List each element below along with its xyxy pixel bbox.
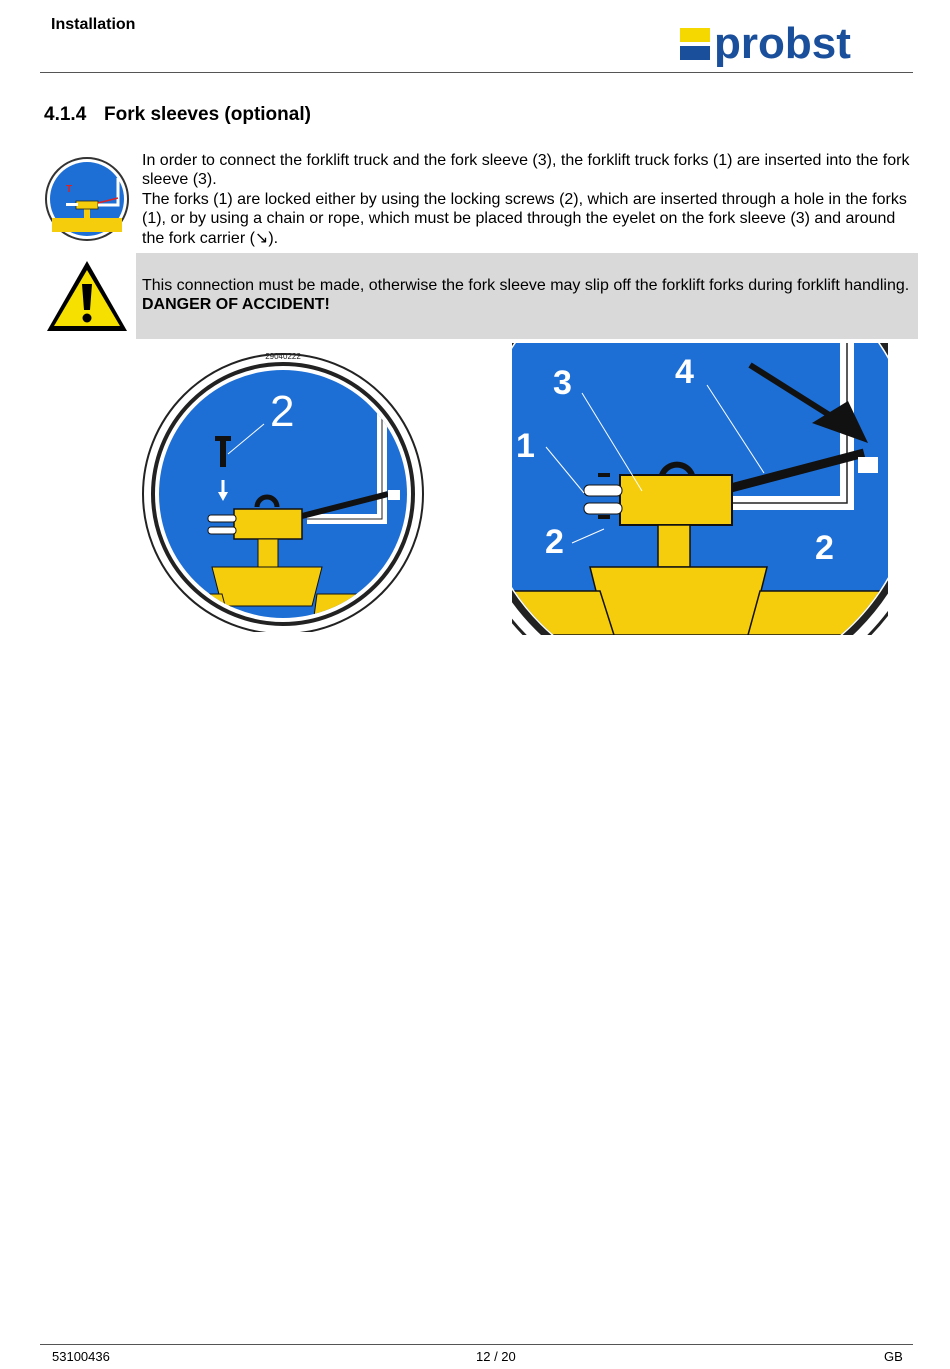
label-locking-screw-b: 2 <box>815 529 834 567</box>
footer-divider <box>40 1344 913 1345</box>
label-fork-sleeve: 3 <box>553 364 572 402</box>
label-screw: 2 <box>270 387 295 436</box>
warning-message: This connection must be made, otherwise the fork sleeve may slip off the forklift forks during forklift handling. <box>142 277 910 294</box>
warning-text <box>142 276 912 315</box>
fork-sleeve-diagram-left <box>142 344 428 632</box>
header-section-label: Installation <box>51 16 136 33</box>
instruction-paragraph-2: The forks (1) are locked either by using the locking screws (2), which are inserted through a hole in the forks (1), or by using a chain or rope, which must be placed through the eyelet on the fork sleeve (3) and around the fork carrier (↘). <box>142 190 907 247</box>
label-fork: 1 <box>516 427 535 465</box>
instruction-text <box>142 151 917 248</box>
label-locking-screw-a: 2 <box>545 523 564 561</box>
footer-page-number: 12 / 20 <box>476 1349 516 1364</box>
warning-triangle-icon <box>44 258 130 334</box>
warning-emphasis: DANGER OF ACCIDENT! <box>142 296 330 314</box>
svg-text:T: T <box>66 184 73 195</box>
fork-sleeve-info-icon <box>44 156 130 242</box>
label-chain: 4 <box>675 353 694 391</box>
fork-sleeve-diagram-right <box>512 343 888 635</box>
section-number: 4.1.4 <box>44 104 87 125</box>
footer-language: GB <box>884 1349 903 1364</box>
instruction-paragraph-1: In order to connect the forklift truck and the fork sleeve (3), the forklift truck forks (1) are inserted into the fork sleeve (3). <box>142 152 910 189</box>
logo-text: probst <box>714 20 851 68</box>
header-divider <box>40 72 913 73</box>
section-heading <box>44 104 311 126</box>
figure-code: 29040222 <box>265 352 301 361</box>
footer-doc-number: 53100436 <box>52 1349 110 1364</box>
probst-logo <box>678 20 908 70</box>
section-title: Fork sleeves (optional) <box>104 104 311 125</box>
